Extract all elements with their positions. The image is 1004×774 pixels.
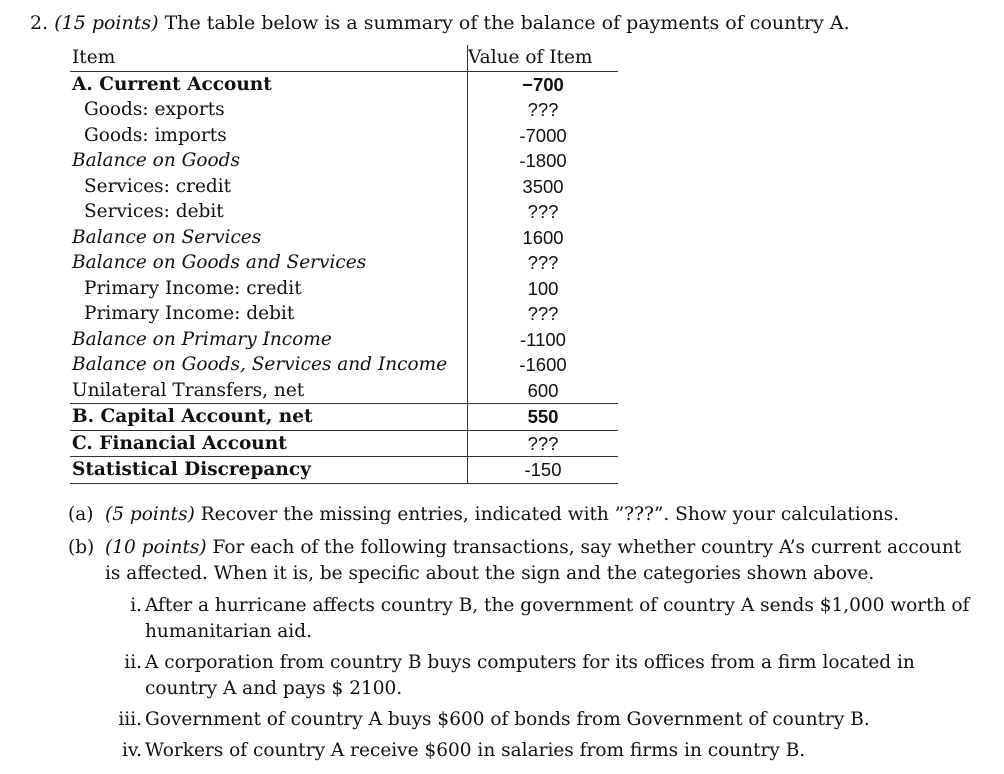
row-value: −700 xyxy=(522,73,564,95)
row-value: -7000 xyxy=(519,124,567,146)
row-item: Goods: exports xyxy=(70,97,468,123)
row-value: ??? xyxy=(527,303,559,324)
row-value: -1600 xyxy=(519,354,567,375)
table-header-row xyxy=(70,45,618,71)
row-item: Primary Income: debit xyxy=(70,301,468,327)
subitem-label: i. xyxy=(130,595,142,616)
table-row xyxy=(70,404,618,431)
row-value: 3500 xyxy=(522,175,564,197)
row-item: B. Capital Account, net xyxy=(70,404,468,431)
header-value: Value of Item xyxy=(468,45,619,71)
subitem-label: iii. xyxy=(118,709,142,730)
row-item: A. Current Account xyxy=(70,71,468,97)
list-item xyxy=(105,593,978,645)
list-item xyxy=(105,650,978,702)
row-value: -150 xyxy=(468,457,619,484)
row-item: Services: debit xyxy=(70,199,468,225)
part-text: Recover the missing entries, indicated with ”???”. Show your calculations. xyxy=(200,504,900,525)
list-item xyxy=(105,738,978,764)
table-row xyxy=(70,301,618,327)
balance-of-payments-table xyxy=(70,45,618,484)
row-value: 550 xyxy=(468,404,619,431)
row-value: 100 xyxy=(527,277,559,299)
table-row xyxy=(70,174,618,200)
table-row xyxy=(70,97,618,123)
part-b xyxy=(68,535,978,764)
table-row xyxy=(70,457,618,484)
part-a xyxy=(68,502,978,528)
question-heading xyxy=(30,12,850,34)
row-item: Services: credit xyxy=(70,174,468,200)
list-item xyxy=(105,707,978,733)
row-value: 600 xyxy=(527,379,559,401)
row-item: C. Financial Account xyxy=(70,430,468,457)
question-parts xyxy=(68,502,978,771)
subitem-label: iv. xyxy=(121,740,142,761)
subitem-text: A corporation from country B buys computers for its offices from a firm located in country A and pays $ 2100. xyxy=(145,652,915,699)
part-points: (5 points) xyxy=(105,504,195,525)
header-item: Item xyxy=(70,45,468,71)
transaction-list xyxy=(105,593,978,764)
subitem-text: Workers of country A receive $600 in salaries from firms in country B. xyxy=(145,740,806,761)
row-item: Balance on Primary Income xyxy=(70,327,468,353)
part-points: (10 points) xyxy=(105,537,207,558)
question-number: 2. xyxy=(30,12,49,34)
row-item: Goods: imports xyxy=(70,123,468,149)
subitem-text: Government of country A buys $600 of bonds from Government of country B. xyxy=(145,709,870,730)
part-label: (b) xyxy=(68,537,95,558)
table-row xyxy=(70,148,618,174)
subitem-text: After a hurricane affects country B, the government of country A sends $1,000 worth of humanitarian aid. xyxy=(145,595,970,642)
row-value: ??? xyxy=(468,430,619,457)
row-value: -1100 xyxy=(520,328,566,350)
part-text: For each of the following transactions, say whether country A’s current account is affected. When it is, be specific about the sign and the categories shown above. xyxy=(105,537,962,584)
question-text: The table below is a summary of the balance of payments of country A. xyxy=(164,12,850,34)
row-value: 1600 xyxy=(522,226,564,248)
table-row xyxy=(70,276,618,302)
row-item: Balance on Goods xyxy=(70,148,468,174)
row-item: Balance on Goods and Services xyxy=(70,250,468,276)
table-row xyxy=(70,378,618,404)
row-value: ??? xyxy=(527,252,559,273)
part-label: (a) xyxy=(68,504,94,525)
table-row xyxy=(70,430,618,457)
row-item: Balance on Services xyxy=(70,225,468,251)
table-row xyxy=(70,250,618,276)
table-row xyxy=(70,352,618,378)
row-value: ??? xyxy=(527,99,559,120)
row-item: Balance on Goods, Services and Income xyxy=(70,352,468,378)
question-points: (15 points) xyxy=(54,12,159,34)
table-row xyxy=(70,123,618,149)
table-row xyxy=(70,71,618,97)
row-item: Primary Income: credit xyxy=(70,276,468,302)
row-item: Unilateral Transfers, net xyxy=(70,378,468,404)
table-row xyxy=(70,327,618,353)
table-row xyxy=(70,225,618,251)
row-value: ??? xyxy=(527,201,559,222)
row-value: -1800 xyxy=(519,150,567,171)
table-row xyxy=(70,199,618,225)
row-item: Statistical Discrepancy xyxy=(70,457,468,484)
subitem-label: ii. xyxy=(124,652,142,673)
